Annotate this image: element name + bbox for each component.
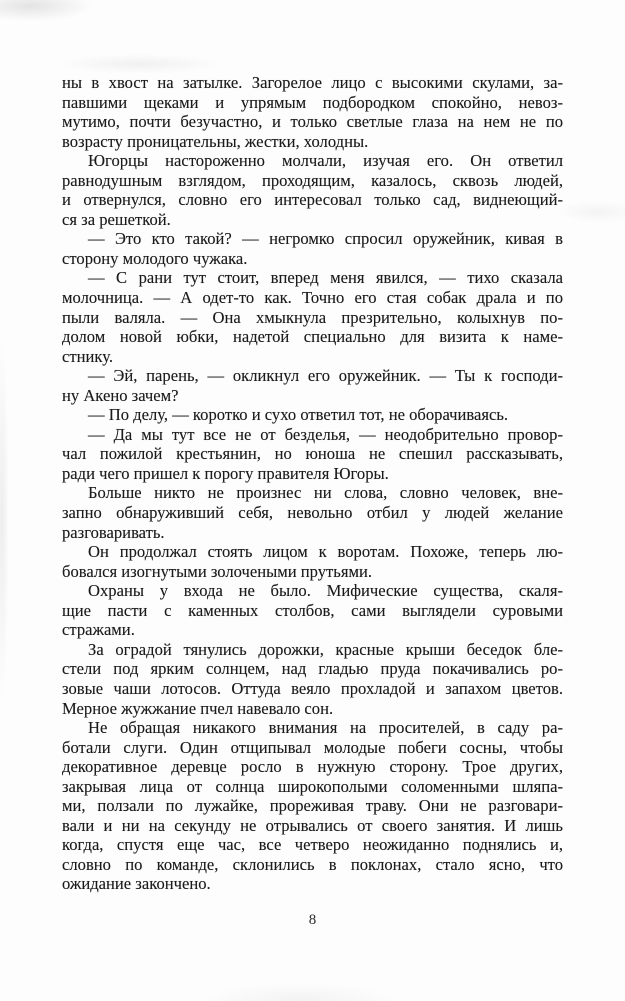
paragraph <box>62 483 563 542</box>
paragraph <box>62 581 563 640</box>
text-line: За оградой тянулись дорожки, красные крыши беседок бле- <box>88 639 563 659</box>
text-line: и отвернулся, словно его интересовал только сад, виднеющий- <box>62 190 563 210</box>
text-line: словно по команде, склонились в поклонах, стало ясно, что <box>62 854 563 874</box>
paragraph <box>62 542 563 581</box>
text-line: вали и ни на секунду не отрывались от своего занятия. И лишь <box>62 815 563 835</box>
text-line: — Да мы тут все не от безделья, — неодобрительно провор- <box>88 424 563 444</box>
text-line: ну Акено зачем? <box>62 385 179 405</box>
paragraph <box>62 229 563 268</box>
text-line: молочница. — А одет-то как. Точно его стая собак драла и по <box>62 288 563 308</box>
text-line: — По делу, — коротко и сухо ответил тот, не оборачиваясь. <box>88 405 509 425</box>
text-line: зовые чаши лотосов. Оттуда веяло прохладой и запахом цветов. <box>62 678 563 698</box>
paragraph <box>62 366 563 405</box>
paragraph <box>62 73 563 151</box>
text-line: щие пасти с каменных столбов, сами выглядели суровыми <box>62 600 563 620</box>
text-line: ожидание закончено. <box>62 874 211 894</box>
paragraph <box>62 268 563 366</box>
text-line: ны в хвост на затылке. Загорелое лицо с высокими скулами, за- <box>62 73 563 92</box>
text-line: закрывая лица от солнца широкополыми соломенными шляпа- <box>62 776 563 796</box>
text-line: — Эй, парень, — окликнул его оружейник. — Ты к господи- <box>88 366 563 386</box>
text-line: бовался изогнутыми золочеными прутьями. <box>62 561 373 581</box>
text-line: стели под ярким солнцем, над гладью пруда покачивались ро- <box>62 659 563 679</box>
text-line: Не обращая никакого внимания на просителей, в саду ра- <box>88 718 563 738</box>
text-line: стнику. <box>62 346 113 366</box>
text-line: пыли валяла. — Она хмыкнула презрительно, колыхнув по- <box>62 307 563 327</box>
text-line: стражами. <box>62 620 135 640</box>
text-line: ся за решеткой. <box>62 209 171 229</box>
text-line: когда, спустя еще час, все четверо неожиданно поднялись и, <box>62 835 563 855</box>
text-line: Югорцы настороженно молчали, изучая его. Он ответил <box>88 151 563 171</box>
paragraph <box>62 405 563 425</box>
page-number: 8 <box>308 912 317 928</box>
text-line: разговаривать. <box>62 522 165 542</box>
text-line: — Это кто такой? — негромко спросил оружейник, кивая в <box>88 229 563 249</box>
text-line: равнодушным взглядом, проходящим, казалось, сквозь людей, <box>62 170 563 190</box>
text-line: Мерное жужжание пчел навевало сон. <box>62 698 334 718</box>
text-line: ради чего пришел к порогу правителя Югоры. <box>62 463 389 483</box>
text-line: Больше никто не произнес ни слова, словно человек, вне- <box>88 483 563 503</box>
text-line: декоративное деревце росло в нужную сторону. Трое других, <box>62 757 563 777</box>
text-line: Он продолжал стоять лицом к воротам. Похоже, теперь лю- <box>88 542 563 562</box>
text-line: мутимо, почти безучастно, и только светлые глаза на нем не по <box>62 112 563 132</box>
paragraph <box>62 640 563 718</box>
text-line: долом новой юбки, надетой специально для визита к наме- <box>62 327 563 347</box>
text-column <box>62 73 563 894</box>
text-line: ботали слуги. Один отщипывал молодые побеги сосны, чтобы <box>62 737 563 757</box>
paragraph <box>62 151 563 229</box>
text-line: сторону молодого чужака. <box>62 248 248 268</box>
text-line: чал пожилой крестьянин, но юноша не спешил рассказывать, <box>62 444 563 464</box>
text-line: Охраны у входа не было. Мифические существа, скаля- <box>88 581 563 601</box>
text-line: запно обнаруживший себя, невольно отбил у людей желание <box>62 503 563 523</box>
text-line: — С рани тут стоит, вперед меня явился, — тихо сказала <box>88 268 563 288</box>
text-line: павшими щеками и упрямым подбородком спокойно, невоз- <box>62 92 563 112</box>
paragraph <box>62 718 563 894</box>
text-line: возрасту проницательны, жестки, холодны. <box>62 131 369 151</box>
text-line: ми, ползали по лужайке, прореживая траву. Они не разговари- <box>62 796 563 816</box>
paragraph <box>62 425 563 484</box>
